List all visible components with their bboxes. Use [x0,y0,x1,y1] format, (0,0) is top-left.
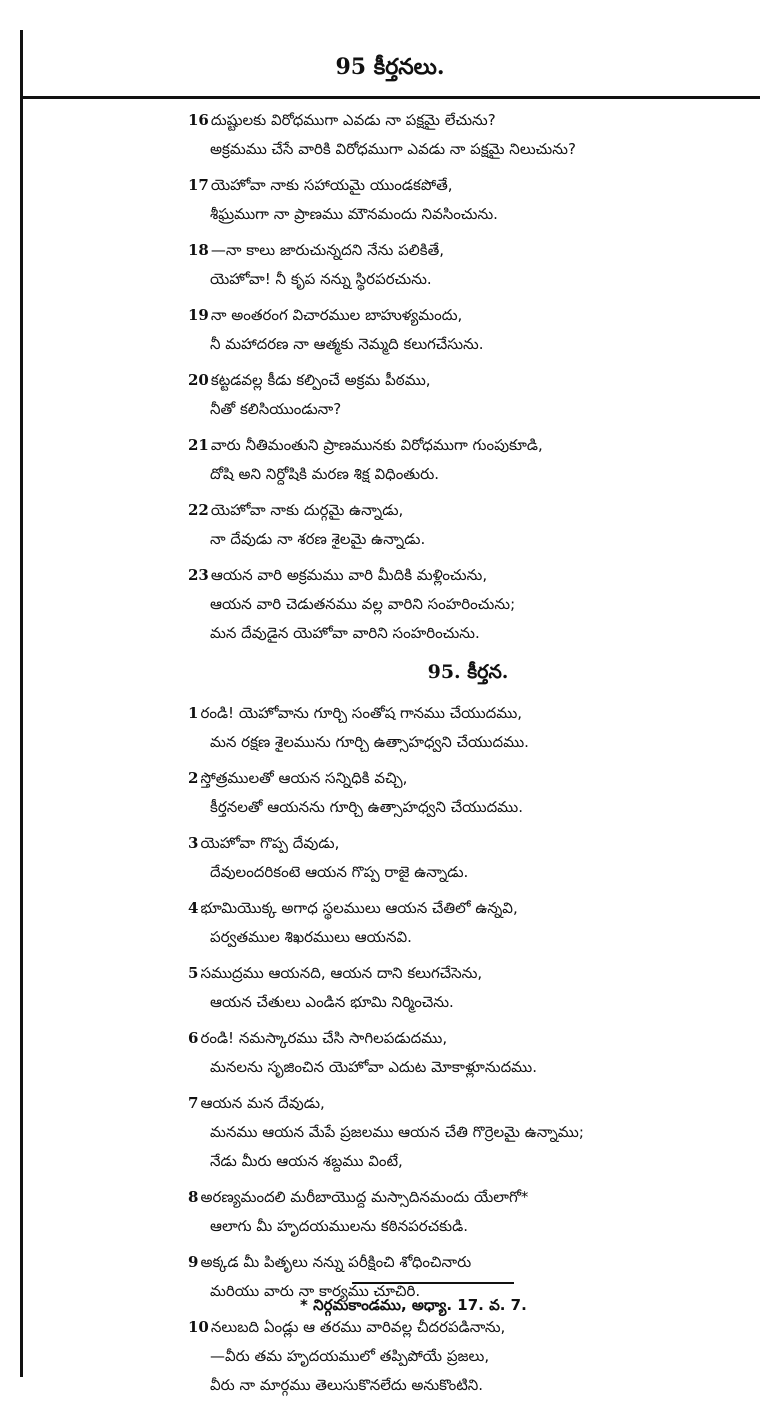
verse-line [188,1024,748,1053]
verse-line [188,923,748,952]
verse-number: 21 [188,436,209,454]
verse-line [188,301,748,330]
verse-line [188,590,748,619]
verse-line [188,171,748,200]
verse-line [188,699,748,728]
verse-text: దోషి అని నిర్దోషికి మరణ శిక్ష విధింతురు. [210,465,440,483]
verse-line [188,1089,748,1118]
verse-text: యెహోవా నాకు సహాయమై యుండకపోతే, [210,176,453,194]
verse [188,959,748,1017]
verse-text: వీరు నా మార్గము తెలుసుకొనలేదు అనుకొంటిని. [210,1376,484,1394]
verse-text: నీ మహాదరణ నా ఆత్మకు నెమ్మది కలుగచేసును. [210,335,484,353]
verse-text: దుష్టులకు విరోధముగా ఎవడు నా పక్షమై లేచును? [210,111,496,129]
verse-number: 16 [188,111,209,129]
verse-line [188,1147,748,1176]
verse [188,1024,748,1082]
verse-number: 2 [188,769,199,787]
verse-text: యెహోవా! నీ కృప నన్ను స్థిరపరచును. [210,270,432,288]
verse-line [188,988,748,1017]
verse-line [188,1342,748,1371]
verse-line [188,959,748,988]
verse-text: నీతో కలిసియుండునా? [210,400,342,418]
verse-text: నా దేవుడు నా శరణ శైలమై ఉన్నాడు. [210,530,426,548]
verse [188,764,748,822]
verse-number: 8 [188,1188,199,1206]
verse-line [188,496,748,525]
verse-number: 22 [188,501,209,519]
verse-line [188,764,748,793]
verse-text: ఆయన వారి చెడుతనము వల్ల వారిని సంహరించును; [210,595,516,613]
verse-line [188,1248,748,1277]
verse [188,301,748,359]
verse-number: 20 [188,371,209,389]
verse-text: మనము ఆయన మేపే ప్రజలము ఆయన చేతి గొర్రెలమై ఉన్నాము; [210,1123,584,1141]
verse [188,236,748,294]
verse-number: 17 [188,176,209,194]
verse-text: మనలను సృజించిన యెహోవా ఎదుట మోకాళ్లూనుదము. [210,1058,537,1076]
verse-line [188,106,748,135]
verse-line [188,858,748,887]
verse-text: వారు నీతిమంతుని ప్రాణమునకు విరోధముగా గుంపుకూడి, [210,436,543,454]
verse-number: 6 [188,1029,199,1047]
verse-text: ఆయన మన దేవుడు, [200,1094,325,1112]
verse-line [188,525,748,554]
verse-text: ఆలాగు మీ హృదయములను కఠినపరచకుడి. [210,1217,468,1235]
verse-number: 3 [188,834,199,852]
verse-line [188,619,748,648]
verse-text: అక్రమము చేసే వారికి విరోధముగా ఎవడు నా పక్షమై నిలుచును? [210,140,576,158]
verse-text: సముద్రము ఆయనది, ఆయన దాని కలుగచేసెను, [200,964,483,982]
verse [188,171,748,229]
verse-number: 10 [188,1318,209,1336]
verse-line [188,265,748,294]
section-title: 95. కీర్తన. [427,661,509,683]
verse-line [188,366,748,395]
verse-line [188,200,748,229]
verse-text: —వీరు తమ హృదయములో తప్పిపోయే ప్రజలు, [210,1347,490,1365]
verse-number: 7 [188,1094,199,1112]
verse-text: కీర్తనలతో ఆయనను గూర్చి ఉత్సాహధ్వని చేయుదము. [210,798,523,816]
verse-line [188,330,748,359]
verse-text: మన దేవుడైన యెహోవా వారిని సంహరించును. [210,624,480,642]
verse-text: కట్టడవల్ల కీడు కల్పించే అక్రమ పీఠము, [210,371,431,389]
verse-text: అరణ్యమందలి మరీబాయొద్ద మస్సాదినమందు యేలాగో* [200,1188,529,1206]
verse-text: మరియు వారు నా కార్యము చూచిరి. [210,1282,421,1300]
verse-text: రండి! యెహోవాను గూర్చి సంతోష గానము చేయుదము, [200,704,523,722]
verse-text: నలుబది ఏండ్లు ఆ తరము వారివల్ల చీదరపడినాను, [210,1318,506,1336]
verse-text: యెహోవా నాకు దుర్గమై ఉన్నాడు, [210,501,404,519]
verse [188,1183,748,1241]
verse [188,699,748,757]
verse-line [188,829,748,858]
verse-text: రండి! నమస్కారము చేసి సాగిలపడుదము, [200,1029,448,1047]
verse-number: 9 [188,1253,199,1271]
verse [188,1089,748,1176]
verse-line [188,793,748,822]
verse-line [188,1118,748,1147]
verse-number: 4 [188,899,199,917]
verse-text: ఆయన చేతులు ఎండిన భూమి నిర్మించెను. [210,993,454,1011]
verse-line [188,561,748,590]
verse-text: భూమియొక్క అగాధ స్థలములు ఆయన చేతిలో ఉన్నవి, [200,899,518,917]
verse-text: దేవులందరికంటె ఆయన గొప్ప రాజై ఉన్నాడు. [210,863,469,881]
verse-text: మన రక్షణ శైలమును గూర్చి ఉత్సాహధ్వని చేయుదము. [210,733,529,751]
page-left-border [20,30,23,1377]
page-header [20,40,760,98]
verse-line [188,135,748,164]
verse-text: స్తోత్రములతో ఆయన సన్నిధికి వచ్చి, [200,769,408,787]
verse-line [188,460,748,489]
verse-line [188,1053,748,1082]
verse [188,829,748,887]
verse-number: 18 [188,241,209,259]
verse [188,496,748,554]
running-title: 95 కీర్తనలు. [335,54,445,80]
verse-line [188,894,748,923]
verse [188,106,748,164]
verse-text: అక్కడ మీ పితృలు నన్ను పరీక్షించి శోధించినారు [200,1253,472,1271]
footnote-rule [352,1282,514,1284]
verse [188,431,748,489]
psalm-text [188,106,748,1407]
verse-text: నా అంతరంగ విచారముల బాహుళ్యమందు, [210,306,463,324]
verse-line [188,1212,748,1241]
verse [188,894,748,952]
verse [188,1313,748,1400]
header-rule [20,96,760,99]
verse-line [188,728,748,757]
verse [188,561,748,648]
footnote: * నిర్గమకాండము, అధ్యా. 17. వ. 7. [300,1296,527,1314]
verse-number: 5 [188,964,199,982]
verse-line [188,395,748,424]
verse-text: పర్వతముల శిఖరములు ఆయనవి. [210,928,412,946]
verse-line [188,431,748,460]
verse-number: 19 [188,306,209,324]
verse-text: ఆయన వారి అక్రమము వారి మీదికి మళ్లించును, [210,566,488,584]
verse-text: శీఘ్రముగా నా ప్రాణము మౌనమందు నివసించును. [210,205,498,223]
verse [188,366,748,424]
verse-line [188,1183,748,1212]
verse-line [188,1371,748,1400]
verse-number: 23 [188,566,209,584]
verse-number: 1 [188,704,199,722]
verse-text: యెహోవా గొప్ప దేవుడు, [200,834,340,852]
verse-line [188,236,748,265]
verse-text: నేడు మీరు ఆయన శబ్దము వింటే, [210,1152,403,1170]
verse-text: —నా కాలు జారుచున్నదని నేను పలికితే, [210,241,445,259]
